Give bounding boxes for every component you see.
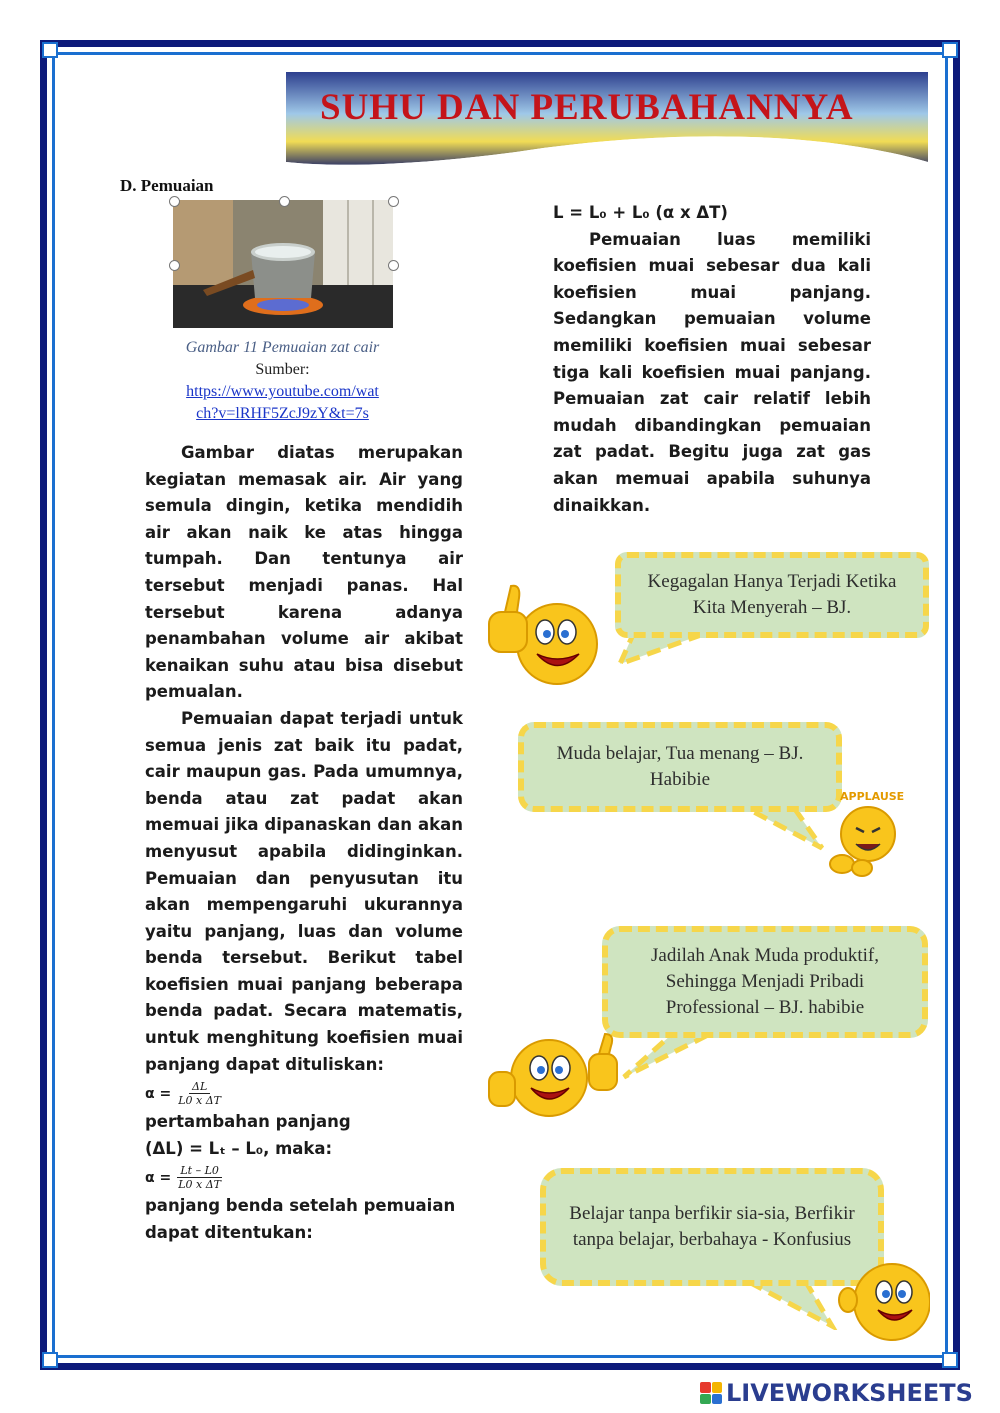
- fraction: [175, 1080, 224, 1107]
- source-link[interactable]: https://www.youtube.com/wat: [186, 383, 379, 400]
- caption-source-label: Sumber:: [255, 361, 310, 378]
- frame-corner-ornament: [42, 1352, 58, 1368]
- image-resize-handle[interactable]: [169, 196, 180, 207]
- paragraph-expansion: Pemuaian dapat terjadi untuk semua jenis zat baik itu padat, cair maupun gas. Pada umumnya, benda atau zat padat akan memuai jika dipanaskan dan akan menyusut apabila didinginkan. Pemuaian dan penyusutan itu akan mempengaruhi ukurannya yaitu panjang, luas dan volume benda tersebut. Berikut tabel koefisien muai panjang beberapa benda padat. Secara matematis, untuk menghitung koefisien muai panjang dapat dituliskan:: [145, 708, 463, 1074]
- waving-emoji-icon: [838, 1252, 930, 1344]
- frame-corner-ornament: [942, 1352, 958, 1368]
- fraction: [175, 1164, 224, 1191]
- quote-text: Kegagalan Hanya Terjadi Ketika Kita Menyerah – BJ.: [647, 571, 897, 618]
- quote-bubble: [518, 722, 842, 812]
- figure-caption: [160, 337, 405, 425]
- text-length-increase: pertambahan panjang: [145, 1112, 351, 1132]
- image-resize-handle[interactable]: [388, 196, 399, 207]
- paragraph-area-volume: Pemuaian luas memiliki koefisien muai sebesar dua kali koefisien muai panjang. Sedangkan pemuaian volume memiliki koefisien muai sebesar tiga kali koefisien muai panjang. Pemuaian zat cair relatif lebih mudah dibandingkan pemuaian zat padat. Begitu juga zat gas akan memuai apabila suhunya dinaikkan.: [553, 229, 871, 515]
- text-closing: panjang benda setelah pemuaian dapat ditentukan:: [145, 1196, 456, 1243]
- quote-bubble: [615, 552, 929, 638]
- fraction-denominator: L0 x ΔT: [178, 1094, 222, 1108]
- liveworksheets-logo-icon: [700, 1382, 722, 1404]
- emphasis-word: pemualan.: [145, 682, 243, 702]
- paragraph-cooking: [145, 440, 463, 706]
- quote-bubble: [540, 1168, 884, 1286]
- quote-bubble: [602, 926, 928, 1038]
- image-resize-handle[interactable]: [388, 260, 399, 271]
- double-thumbs-up-emoji-icon: [487, 1032, 627, 1122]
- applause-badge-text: APPLAUSE: [840, 790, 905, 803]
- fraction-numerator: ΔL: [189, 1080, 210, 1094]
- fraction-numerator: Lt – L0: [177, 1164, 222, 1178]
- formula-lhs: α =: [145, 1085, 172, 1102]
- thumbs-up-emoji-icon: [487, 582, 602, 690]
- formula-alpha-1: [145, 1080, 463, 1107]
- formula-final-length: L = L₀ + L₀ (α x ΔT): [553, 203, 728, 222]
- frame-corner-ornament: [42, 42, 58, 58]
- applause-emoji-icon: [818, 784, 913, 884]
- section-heading: D. Pemuaian: [120, 176, 214, 195]
- page-title: SUHU DAN PERUBAHANNYA: [320, 87, 854, 128]
- caption-title: Gambar 11 Pemuaian zat cair: [185, 339, 380, 356]
- image-resize-handle[interactable]: [169, 260, 180, 271]
- frame-corner-ornament: [942, 42, 958, 58]
- text-delta-l: (ΔL) = Lₜ – L₀, maka:: [145, 1138, 333, 1158]
- paragraph-text: Gambar diatas merupakan kegiatan memasak air. Air yang semula dingin, ketika mendidih air akan naik ke atas hingga tumpah. Dan tentunya air tersebut menjadi panas. Hal tersebut karena adanya penambahan volume air akibat kenaikan suhu atau bisa disebut: [145, 443, 463, 675]
- brand-text: LIVEWORKSHEETS: [726, 1379, 973, 1407]
- quote-text: Muda belajar, Tua menang – BJ. Habibie: [556, 743, 804, 790]
- quote-text: Belajar tanpa berfikir sia-sia, Berfikir tanpa belajar, berbahaya - Konfusius: [569, 1203, 855, 1250]
- source-link[interactable]: ch?v=lRHF5ZcJ9zY&t=7s: [196, 405, 369, 422]
- image-resize-handle[interactable]: [279, 196, 290, 207]
- quote-text: Jadilah Anak Muda produktif, Sehingga Menjadi Pribadi Professional – BJ. habibie: [651, 945, 879, 1018]
- fraction-denominator: L0 x ΔT: [178, 1178, 222, 1192]
- formula-alpha-2: [145, 1164, 463, 1191]
- left-text-column: [145, 440, 463, 1247]
- liveworksheets-logo[interactable]: [700, 1378, 973, 1408]
- boiling-pot-photo: [173, 200, 393, 328]
- formula-lhs: α =: [145, 1169, 172, 1186]
- right-text-column: [553, 200, 871, 519]
